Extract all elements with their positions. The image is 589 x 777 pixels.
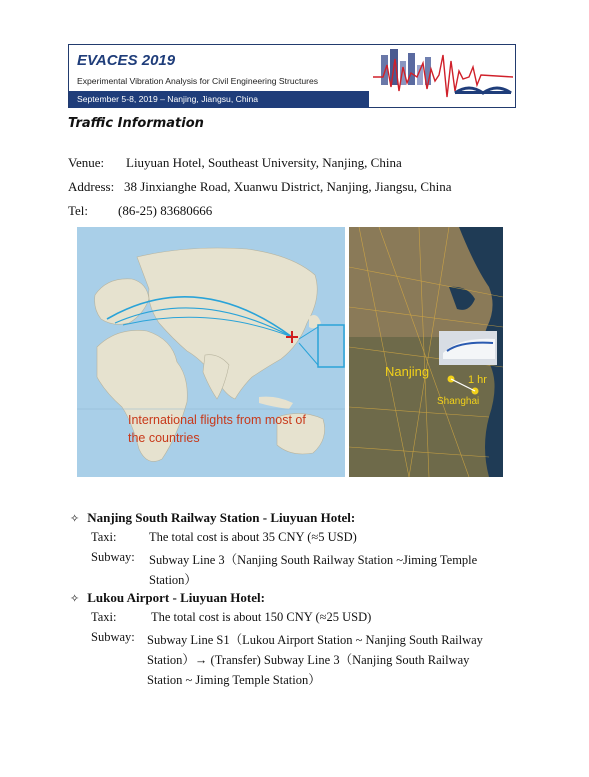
- tel-line: [68, 203, 212, 219]
- world-map-caption-2: the countries: [128, 431, 200, 445]
- nanjing-label: Nanjing: [385, 364, 430, 379]
- conference-banner: [68, 44, 516, 108]
- venue-line: [68, 155, 402, 171]
- tel-label: Tel:: [68, 203, 89, 218]
- airport-taxi-label: Taxi:: [91, 610, 117, 624]
- world-flight-map: [77, 227, 345, 477]
- address-value: 38 Jinxianghe Road, Xuanwu District, Nanjing, Jiangsu, China: [124, 179, 452, 194]
- tel-value: (86-25) 83680666: [118, 203, 213, 218]
- section-airport-title: ✧ Lukou Airport - Liuyuan Hotel:: [70, 590, 265, 605]
- airport-subway-text-2: Station）→ (Transfer) Subway Line 3（Nanjing South Railway: [147, 653, 470, 667]
- vibration-logo-icon: [373, 47, 513, 105]
- airport-taxi-text: The total cost is about 150 CNY (≈25 USD): [151, 610, 372, 624]
- address-line: [68, 179, 452, 195]
- world-map-caption-1: International flights from most of: [128, 413, 306, 427]
- railway-subway-text-2: Station）: [149, 573, 197, 587]
- venue-value: Liuyuan Hotel, Southeast University, Nanjing, China: [126, 155, 402, 170]
- diamond-bullet-icon: ✧: [70, 593, 80, 605]
- airport-subway-label: Subway:: [91, 630, 135, 644]
- china-satellite-map: [349, 227, 503, 477]
- airport-subway-text-1: Subway Line S1（Lukou Airport Station ~ Nanjing South Railway: [147, 633, 483, 647]
- railway-taxi-text: The total cost is about 35 CNY (≈5 USD): [149, 530, 357, 544]
- shanghai-label: Shanghai: [437, 396, 480, 407]
- venue-label: Venue:: [68, 155, 105, 170]
- travel-time-label: 1 hr: [468, 374, 487, 386]
- railway-subway-label: Subway:: [91, 550, 135, 564]
- banner-dates: September 5-8, 2019 – Nanjing, Jiangsu, China: [77, 94, 259, 104]
- banner-title: EVACES 2019: [77, 52, 176, 69]
- page-heading: Traffic Information: [68, 116, 204, 131]
- diamond-bullet-icon: ✧: [70, 513, 80, 525]
- railway-subway-text-1: Subway Line 3（Nanjing South Railway Station ~Jiming Temple: [149, 553, 478, 567]
- banner-subtitle: Experimental Vibration Analysis for Civil Engineering Structures: [77, 76, 319, 86]
- railway-taxi-label: Taxi:: [91, 530, 117, 544]
- section-railway-title: ✧ Nanjing South Railway Station - Liuyuan Hotel:: [70, 510, 356, 525]
- airport-subway-text-3: Station ~ Jiming Temple Station）: [147, 673, 321, 687]
- address-label: Address:: [68, 179, 115, 194]
